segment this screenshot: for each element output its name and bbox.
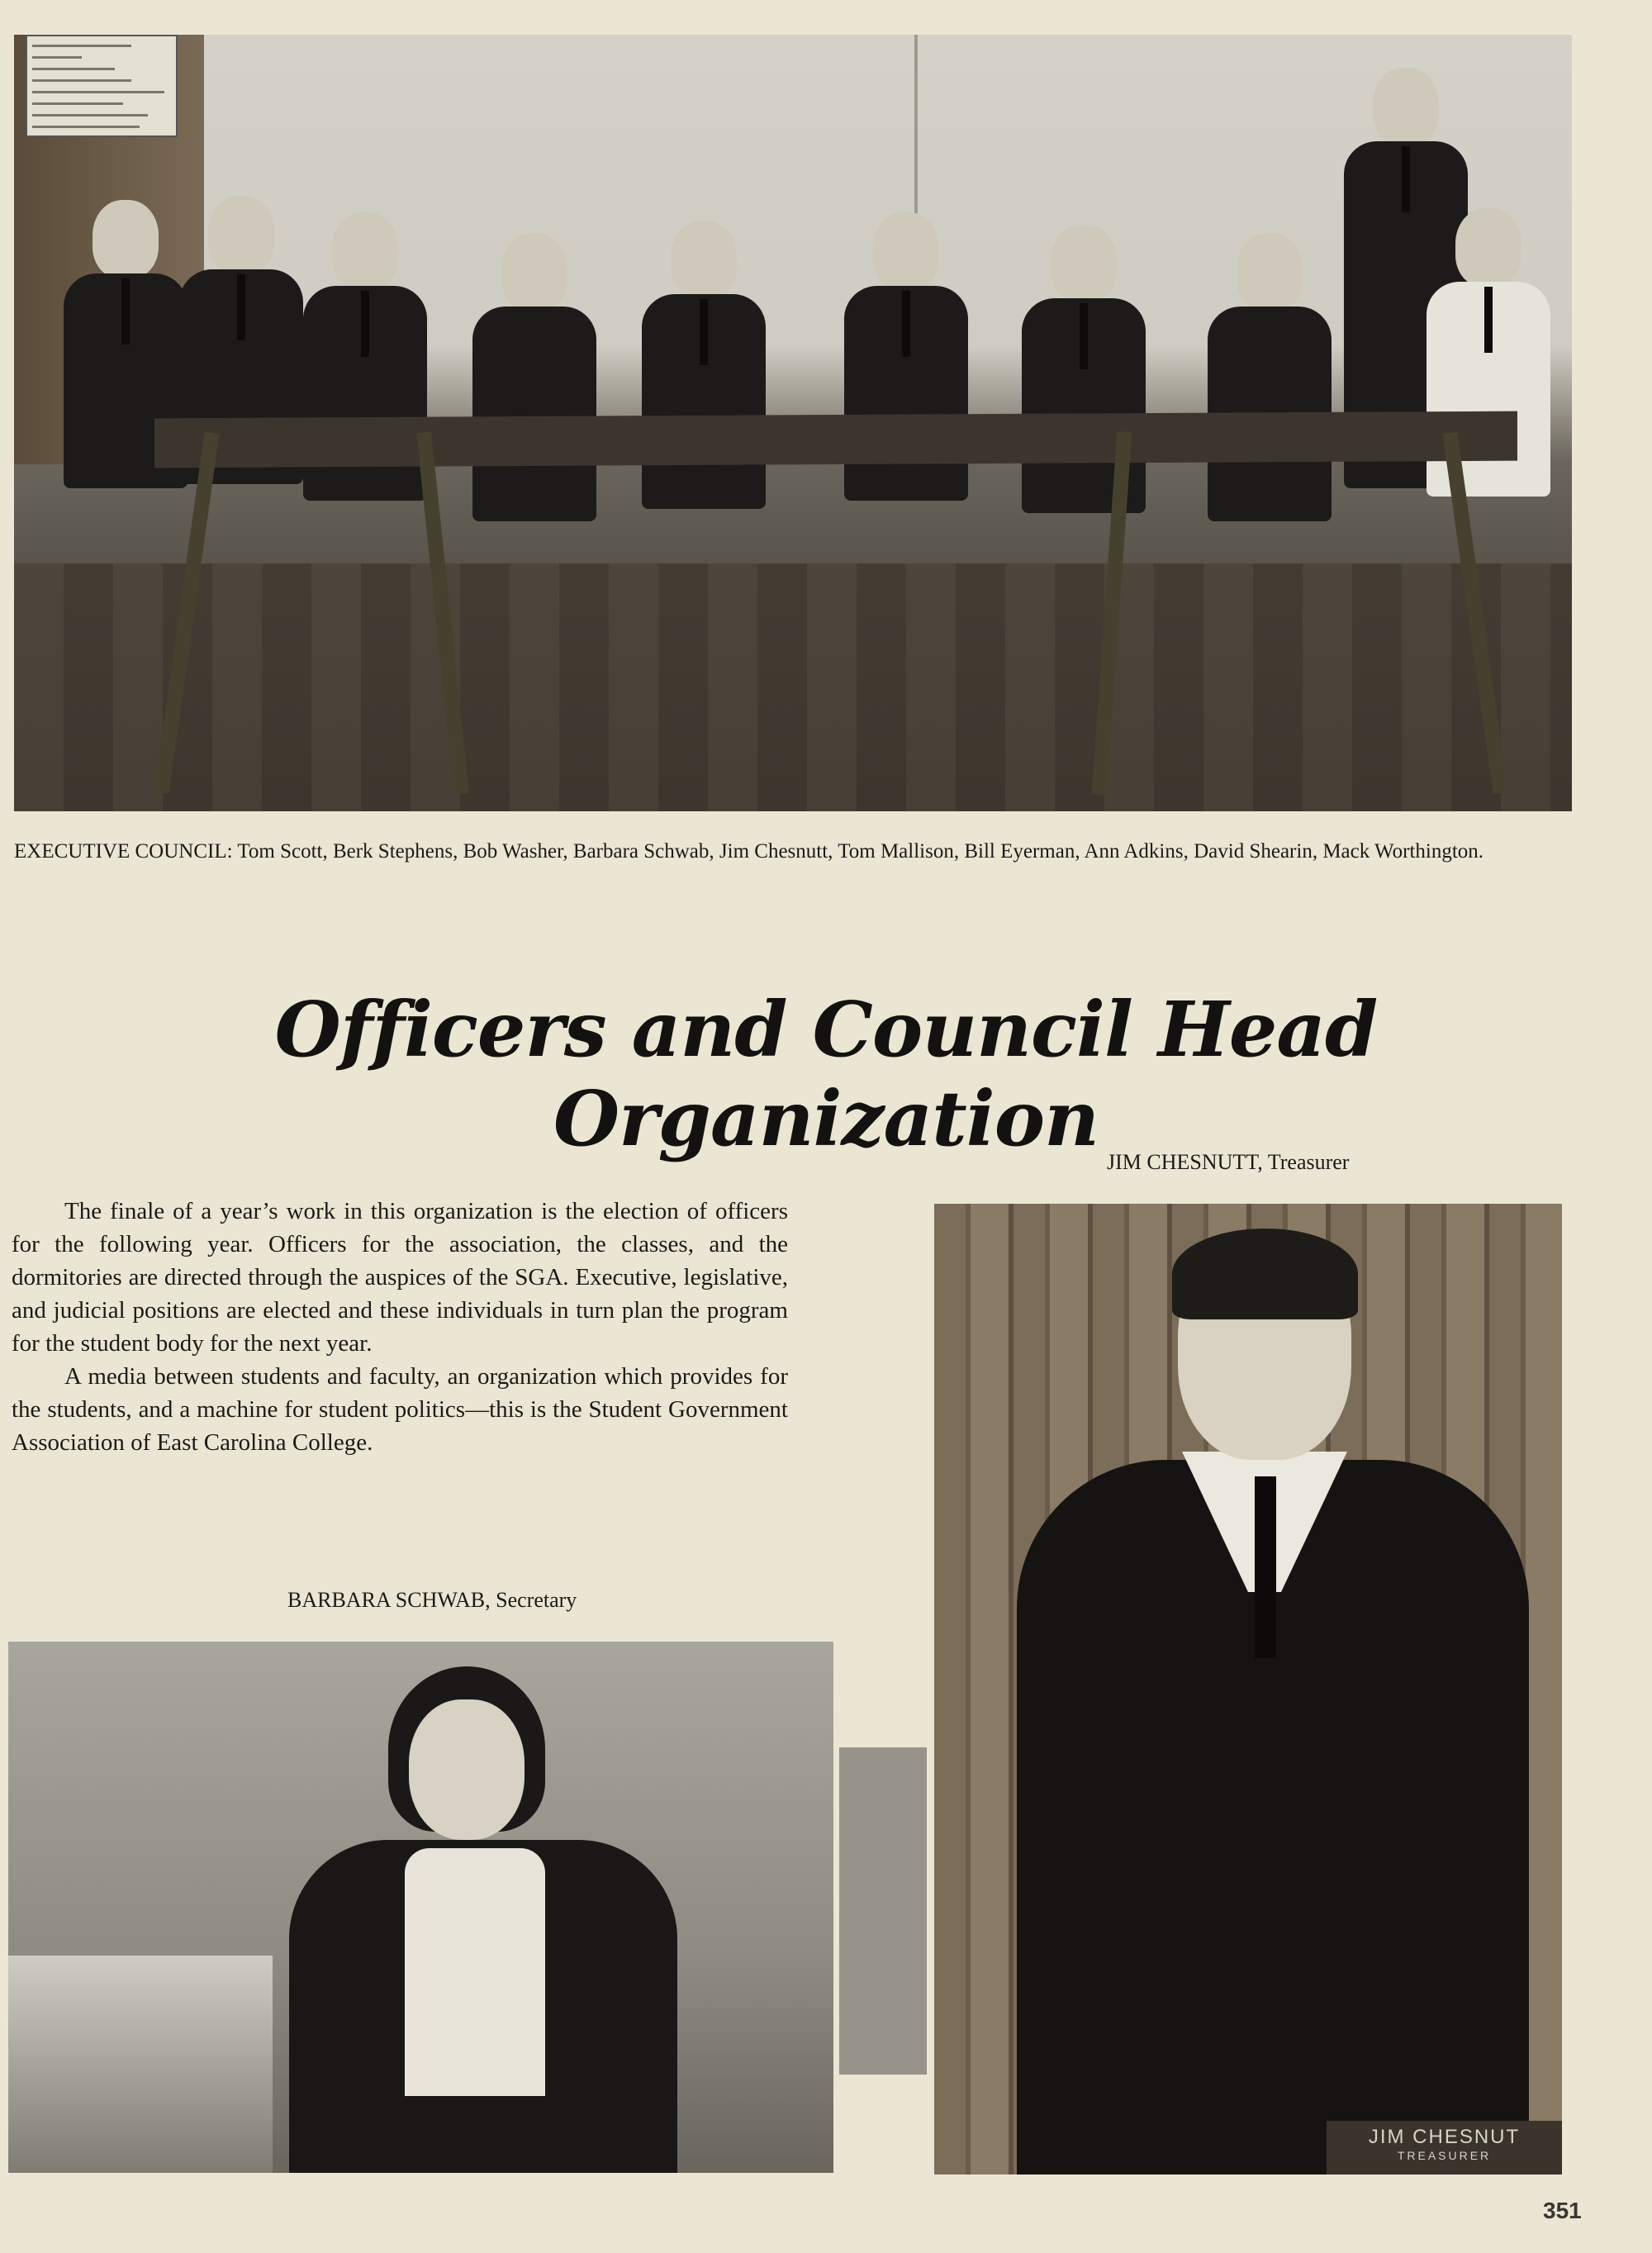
secretary-label [287,1588,577,1613]
person-8 [1208,233,1332,521]
secretary-photo [8,1642,833,2173]
treasurer-hair [1172,1229,1358,1319]
executive-council-photo [14,35,1572,811]
nameplate-name: JIM CHESNUT [1368,2126,1521,2148]
secretary-role: Secretary [496,1588,577,1612]
secretary-blouse [405,1848,545,2096]
treasurer-role: Treasurer [1267,1150,1350,1174]
photo-caption: EXECUTIVE COUNCIL: Tom Scott, Berk Stephens, Bob Washer, Barbara Schwab, Jim Chesnutt, Tom Mallison, Bill Eyerman, Ann Adkins, David Shearin, Mack Worthington. [14,840,1484,863]
article-body [12,1195,788,1459]
person-5 [642,221,766,509]
person-4 [472,233,596,521]
body-paragraph-2: A media between students and faculty, an organization which provides for the students, and a machine for student politics—this is the Student Government Association of East Carolina College. [12,1363,788,1456]
typewriter [8,1956,273,2173]
gray-spacer-block [839,1747,927,2075]
treasurer-photo [934,1204,1562,2175]
page-headline: Officers and Council Head Organization [274,985,1378,1163]
secretary-face [409,1699,525,1840]
body-paragraph-1: The finale of a year’s work in this organization is the election of officers for the following year. Officers for the association, the classes, and the dormitories are directed through the auspices of the SGA. Executive, legislative, and judicial positions are elected and these individuals in turn plan the program for the student body for the next year. [12,1198,788,1357]
treasurer-name: JIM CHESNUTT, [1107,1150,1263,1174]
treasurer-tie [1255,1476,1276,1658]
regulations-notice [26,35,178,137]
floor [14,563,1572,811]
secretary-name: BARBARA SCHWAB, [287,1588,491,1612]
conference-table [154,411,1517,468]
nameplate-title: TREASURER [1397,2149,1492,2162]
desk-nameplate [1327,2121,1562,2175]
treasurer-label [1107,1150,1349,1175]
page-number: 351 [1543,2198,1582,2223]
